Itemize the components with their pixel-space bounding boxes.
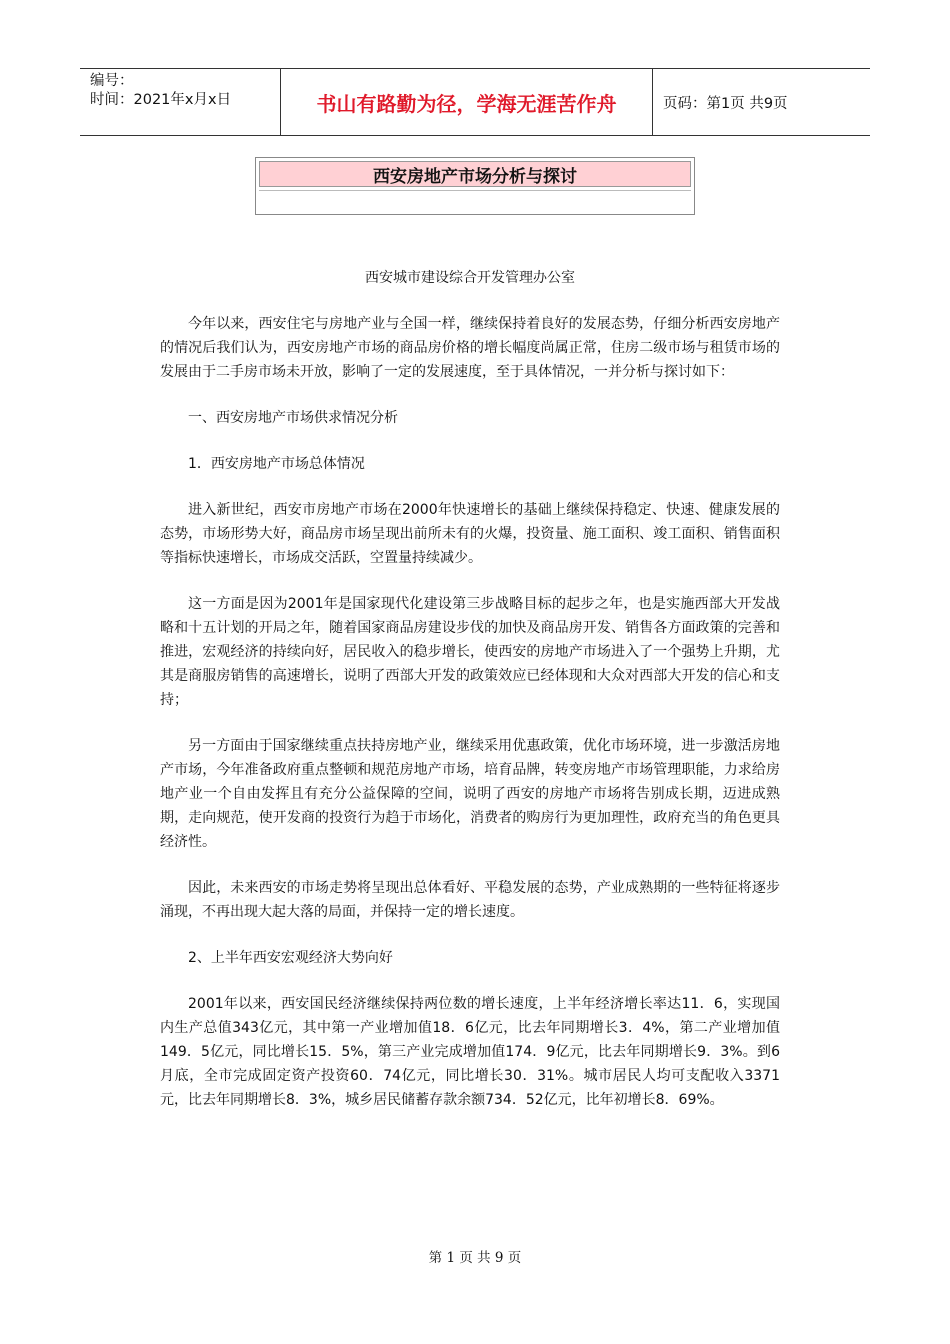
section-heading-1: 一、西安房地产市场供求情况分析	[188, 410, 398, 426]
header-meta	[80, 69, 281, 135]
serial-label: 编号：	[90, 73, 134, 89]
document-header	[80, 68, 870, 136]
subsection-heading-1: 1．西安房地产市场总体情况	[188, 456, 365, 472]
subsection-heading-2: 2、上半年西安宏观经济大势向好	[188, 950, 393, 966]
organization-name: 西安城市建设综合开发管理办公室	[365, 270, 575, 286]
title-box	[255, 157, 695, 215]
title-divider	[259, 190, 691, 191]
header-motto: 书山有路勤为径，学海无涯苦作舟	[281, 69, 653, 135]
page-footer: 第 1 页 共 9 页	[428, 1250, 522, 1266]
time-label: 时间：2021年x月x日	[90, 92, 232, 108]
document-body	[160, 266, 780, 1134]
paragraph: 2001年以来，西安国民经济继续保持两位数的增长速度，上半年经济增长率达11．6，实现国内生产总值343亿元，其中第一产业增加值18．6亿元，比去年同期增长3．4%，第二产业增加值149．5亿元，同比增长15．5%，第三产业完成增加值174．9亿元，比去年同期增长9．3%。到6月底，全市完成固定资产投资60．74亿元，同比增长30．31%。城市居民人均可支配收入3371元，比去年同期增长8．3%，城乡居民储蓄存款余额734．52亿元，比年初增长8．69%。	[160, 996, 780, 1108]
document-title: 西安房地产市场分析与探讨	[259, 161, 691, 187]
paragraph: 进入新世纪，西安市房地产市场在2000年快速增长的基础上继续保持稳定、快速、健康发展的态势，市场形势大好，商品房市场呈现出前所未有的火爆，投资量、施工面积、竣工面积、销售面积等指标快速增长，市场成交活跃，空置量持续减少。	[160, 502, 780, 566]
paragraph-intro: 今年以来，西安住宅与房地产业与全国一样，继续保持着良好的发展态势，仔细分析西安房地产的情况后我们认为，西安房地产市场的商品房价格的增长幅度尚属正常，住房二级市场与租赁市场的发展由于二手房市场未开放，影响了一定的发展速度，至于具体情况，一并分析与探讨如下：	[160, 316, 780, 380]
paragraph: 另一方面由于国家继续重点扶持房地产业，继续采用优惠政策，优化市场环境，进一步激活房地产市场，今年准备政府重点整顿和规范房地产市场，培育品牌，转变房地产市场管理职能，力求给房地产业一个自由发挥且有充分公益保障的空间，说明了西安的房地产市场将告别成长期，迈进成熟期，走向规范，使开发商的投资行为趋于市场化，消费者的购房行为更加理性，政府充当的角色更具经济性。	[160, 738, 780, 850]
paragraph: 因此，未来西安的市场走势将呈现出总体看好、平稳发展的态势，产业成熟期的一些特征将逐步涌现，不再出现大起大落的局面，并保持一定的增长速度。	[160, 880, 780, 920]
paragraph: 这一方面是因为2001年是国家现代化建设第三步战略目标的起步之年，也是实施西部大开发战略和十五计划的开局之年，随着国家商品房建设步伐的加快及商品房开发、销售各方面政策的完善和推进，宏观经济的持续向好，居民收入的稳步增长，使西安的房地产市场进入了一个强势上升期，尤其是商服房销售的高速增长，说明了西部大开发的政策效应已经体现和大众对西部大开发的信心和支持；	[160, 596, 780, 708]
header-page-number: 页码：第1页 共9页	[663, 95, 788, 112]
